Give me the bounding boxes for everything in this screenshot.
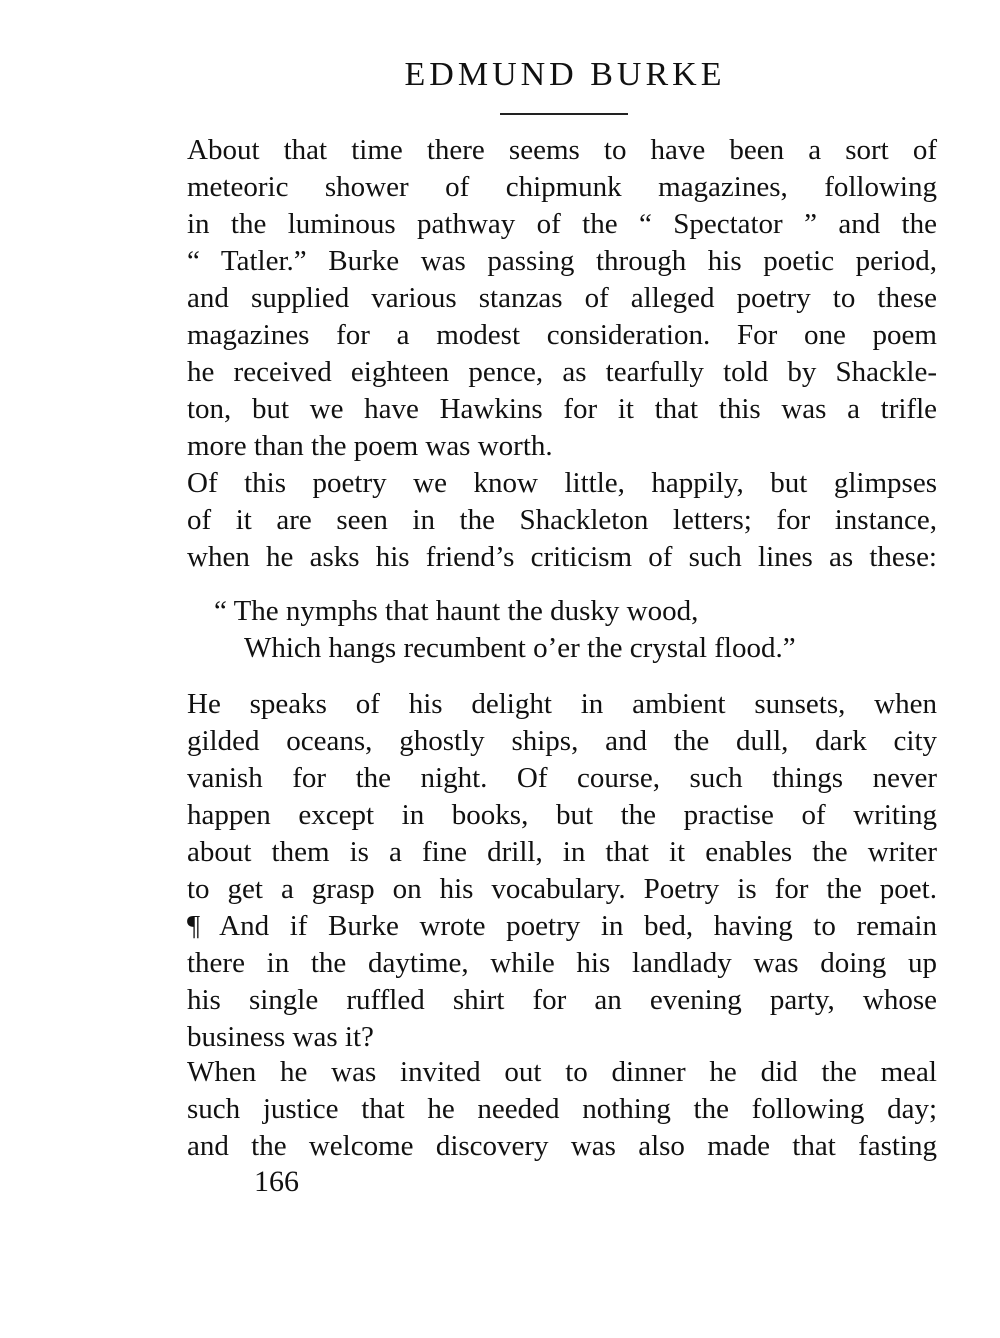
text-line: when he asks his friend’s criticism of such lines as these: [187,541,937,573]
paragraph-4 [187,1054,937,1165]
text-line: “ Tatler.” Burke was passing through his poetic period, [187,245,937,277]
paragraph-1 [187,132,937,465]
text-line: and supplied various stanzas of alleged poetry to these [187,282,937,314]
text-line: meteoric shower of chipmunk magazines, following [187,171,937,203]
text-line: About that time there seems to have been a sort of [187,134,937,166]
text-line: there in the daytime, while his landlady was doing up [187,947,937,979]
text-line: about them is a fine drill, in that it enables the writer [187,836,937,868]
text-line: gilded oceans, ghostly ships, and the dull, dark city [187,725,937,757]
text-line: When he was invited out to dinner he did the meal [187,1056,937,1088]
text-line: ¶ And if Burke wrote poetry in bed, having to remain [187,910,937,942]
paragraph-3 [187,686,937,1056]
text-line: Of this poetry we know little, happily, but glimpses [187,467,937,499]
text-line: He speaks of his delight in ambient sunsets, when [187,688,937,720]
text-line: magazines for a modest consideration. For one poem [187,319,937,351]
text-line: ton, but we have Hawkins for it that this was a trifle [187,393,937,425]
running-head: EDMUND BURKE [404,56,726,93]
text-line: of it are seen in the Shackleton letters; for instance, [187,504,937,536]
text-line: such justice that he needed nothing the following day; [187,1093,937,1125]
text-line: and the welcome discovery was also made that fasting [187,1130,937,1162]
verse-quotation [214,593,914,667]
text-line: his single ruffled shirt for an evening party, whose [187,984,937,1016]
text-line: business was it? [187,1021,374,1053]
verse-line: “ The nymphs that haunt the dusky wood, [214,595,699,627]
text-line: to get a grasp on his vocabulary. Poetry is for the poet. [187,873,937,905]
page-number: 166 [254,1165,299,1198]
text-line: he received eighteen pence, as tearfully told by Shackle- [187,356,937,388]
paragraph-2 [187,465,937,576]
text-line: vanish for the night. Of course, such things never [187,762,937,794]
text-line: in the luminous pathway of the “ Spectator ” and the [187,208,937,240]
text-line: more than the poem was worth. [187,430,553,462]
verse-line: Which hangs recumbent o’er the crystal flood.” [244,632,796,664]
head-rule [500,113,628,115]
text-line: happen except in books, but the practise of writing [187,799,937,831]
